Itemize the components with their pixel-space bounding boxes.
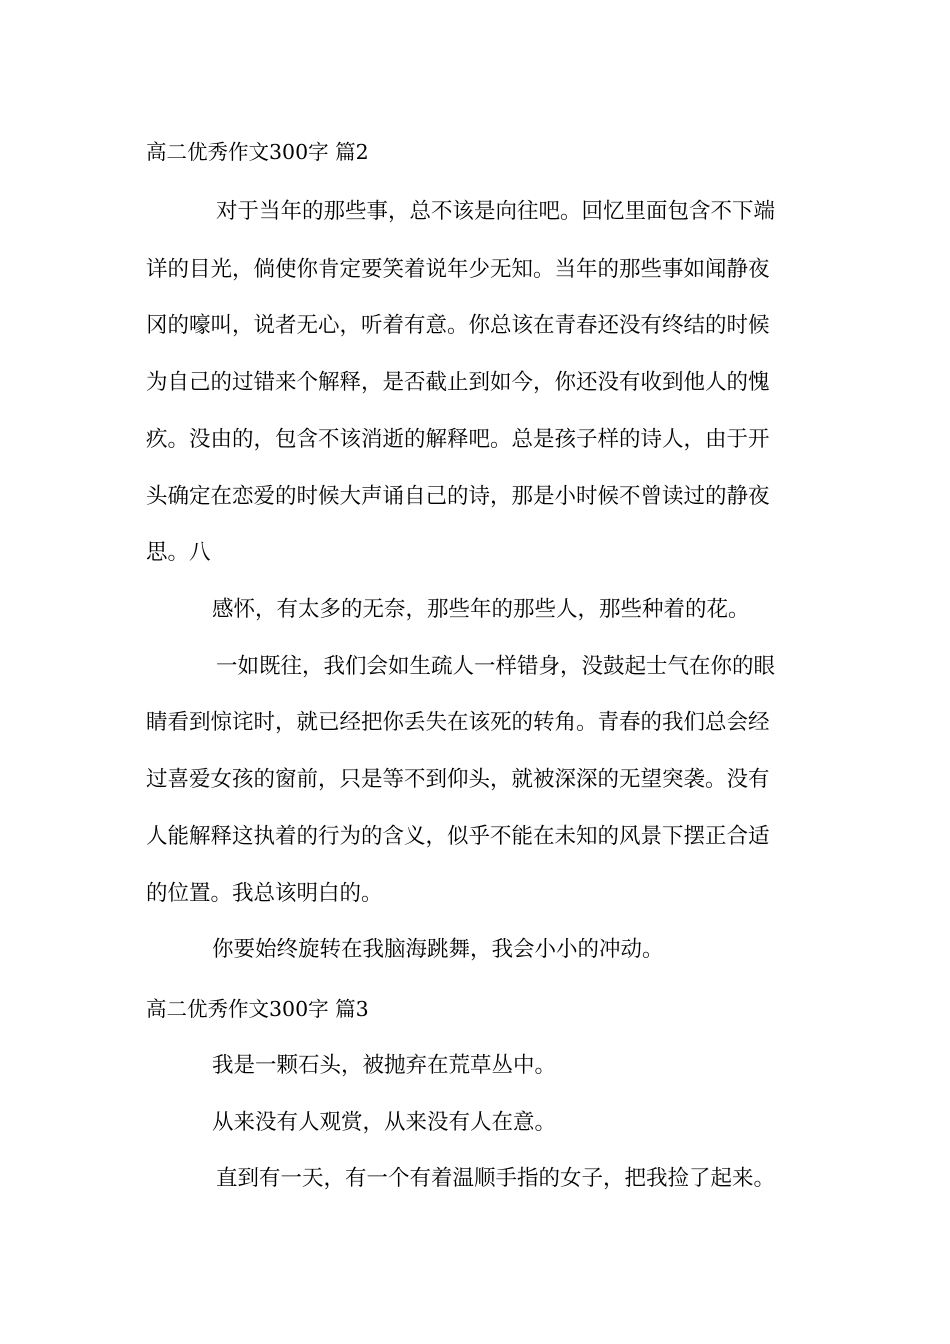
- paragraph-line: 对于当年的那些事，总不该是向往吧。回忆里面包含不下端: [216, 199, 776, 224]
- section-2-heading: 高二优秀作文300字 篇2: [146, 140, 369, 164]
- paragraph-line: 你要始终旋转在我脑海跳舞，我会小小的冲动。: [212, 937, 664, 962]
- section-3-heading: 高二优秀作文300字 篇3: [146, 997, 369, 1021]
- paragraph-line: 头确定在恋爱的时候大声诵自己的诗，那是小时候不曾读过的静夜: [146, 484, 770, 509]
- paragraph-line: 疚。没由的，包含不该消逝的解释吧。总是孩子样的诗人，由于开: [146, 427, 770, 452]
- paragraph-line: 一如既往，我们会如生疏人一样错身，没鼓起士气在你的眼: [216, 654, 776, 679]
- paragraph-line: 冈的嚎叫，说者无心，听着有意。你总该在青春还没有终结的时候: [146, 313, 770, 338]
- paragraph-line: 详的目光，倘使你肯定要笑着说年少无知。当年的那些事如闻静夜: [146, 257, 770, 282]
- paragraph-line: 思。八: [146, 540, 211, 565]
- paragraph-line: 感怀，有太多的无奈，那些年的那些人，那些种着的花。: [212, 597, 750, 622]
- paragraph-line: 为自己的过错来个解释，是否截止到如今，你还没有收到他人的愧: [146, 370, 770, 395]
- paragraph-line: 睛看到惊诧时，就已经把你丢失在该死的转角。青春的我们总会经: [146, 710, 770, 735]
- paragraph-line: 过喜爱女孩的窗前，只是等不到仰头，就被深深的无望突袭。没有: [146, 767, 770, 792]
- paragraph-line: 从来没有人观赏，从来没有人在意。: [212, 1110, 557, 1135]
- paragraph-line: 人能解释这执着的行为的含义，似乎不能在未知的风景下摆正合适: [146, 824, 770, 849]
- paragraph-line: 的位置。我总该明白的。: [146, 881, 383, 906]
- paragraph-line: 我是一颗石头，被抛弃在荒草丛中。: [212, 1053, 557, 1078]
- paragraph-line: 直到有一天，有一个有着温顺手指的女子，把我捡了起来。: [216, 1166, 776, 1191]
